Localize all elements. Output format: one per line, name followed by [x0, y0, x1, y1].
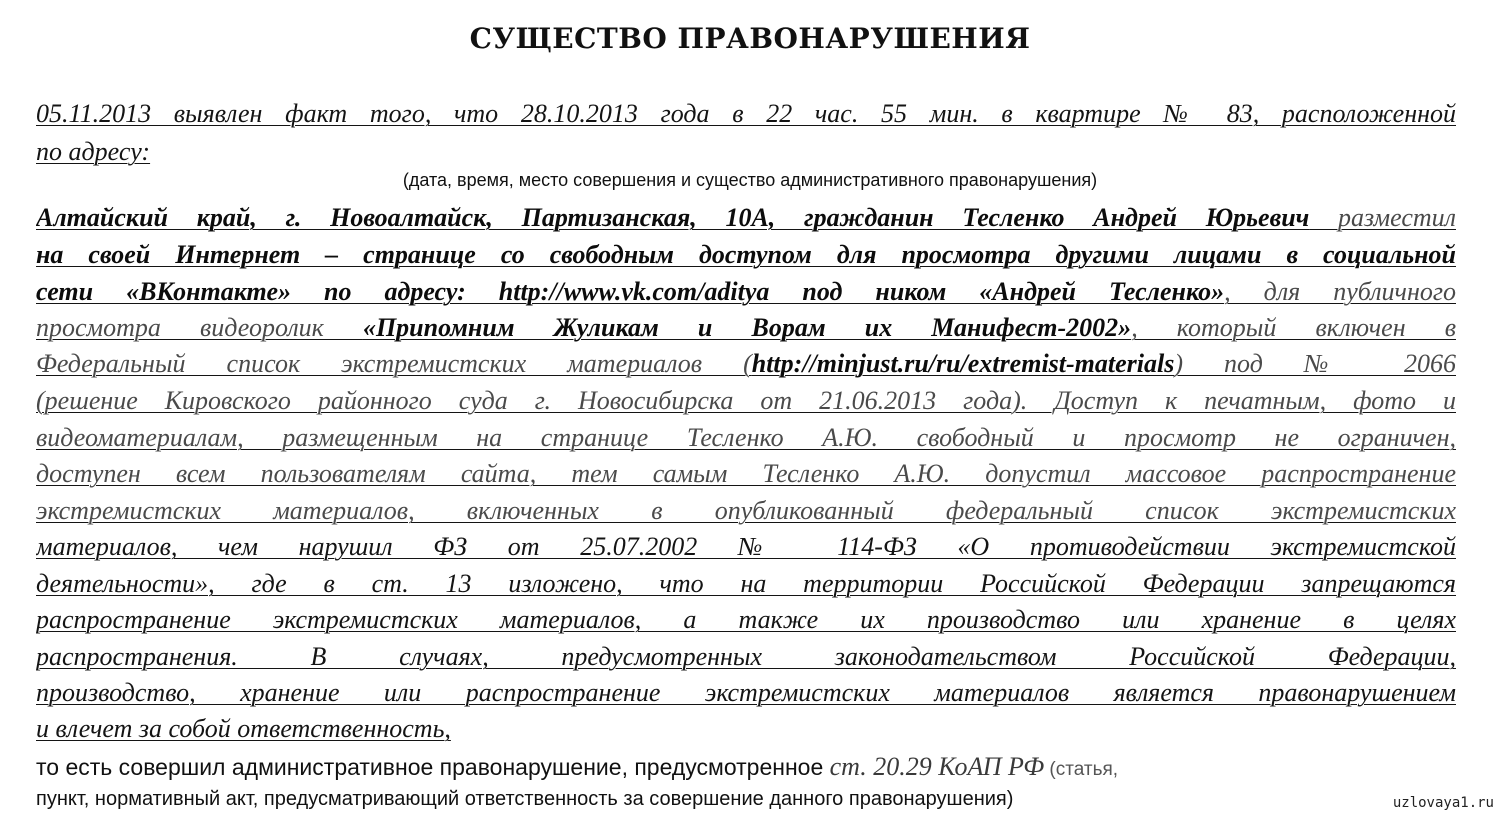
text-line: Алтайский край, г. Новоалтайск, Партизанская, 10А, гражданин Тесленко Андрей Юрьевич разместил [36, 203, 1456, 232]
closing-line: то есть совершил административное правонарушение, предусмотренное ст. 20.29 КоАП РФ (статья, [36, 752, 1119, 781]
text-line: деятельности», где в ст. 13 изложено, что на территории Российской Федерации запрещаются [36, 569, 1456, 598]
text-line: распространение экстремистских материалов, а также их производство или хранение в целях [36, 605, 1456, 634]
text-line: 05.11.2013 выявлен факт того, что 28.10.2013 года в 22 час. 55 мин. в квартире № 83, расположенной [36, 99, 1456, 128]
text-line: просмотра видеоролик «Припомним Жуликам и Ворам их Манифест-2002», который включен в [36, 313, 1456, 342]
text-line: сети «ВКонтакте» по адресу: http://www.vk.com/aditya под ником «Андрей Тесленко», для публичного [36, 277, 1456, 306]
text-line: по адресу: [36, 137, 151, 166]
watermark: uzlovaya1.ru [1392, 795, 1494, 811]
field-caption: (дата, время, место совершения и существо административного правонарушения) [402, 170, 1098, 190]
document-title: СУЩЕСТВО ПРАВОНАРУШЕНИЯ [469, 22, 1031, 55]
text-line: Федеральный список экстремистских материалов (http://minjust.ru/ru/extremist-materials) под № 2066 [36, 349, 1456, 378]
text-line: на своей Интернет – странице со свободным доступом для просмотра другими лицами в социальной [36, 240, 1456, 269]
text-line: (решение Кировского районного суда г. Новосибирска от 21.06.2013 года). Доступ к печатным, фото и [36, 386, 1456, 415]
closing-caption: пункт, нормативный акт, предусматривающий ответственность за совершение данного правонарушения) [36, 788, 1014, 810]
text-line: доступен всем пользователям сайта, тем самым Тесленко А.Ю. допустил массовое распространение [36, 459, 1456, 488]
text-line: экстремистских материалов, включенных в опубликованный федеральный список экстремистских [36, 496, 1456, 525]
text-line: распространения. В случаях, предусмотренных законодательством Российской Федерации, [36, 642, 1456, 671]
text-line: производство, хранение или распространение экстремистских материалов является правонарушением [36, 678, 1456, 707]
text-line: и влечет за собой ответственность, [36, 714, 451, 743]
article-reference: ст. 20.29 КоАП РФ [829, 752, 1045, 781]
text-line: материалов, чем нарушил ФЗ от 25.07.2002 № 114-ФЗ «О противодействии экстремистской [36, 532, 1456, 561]
text-line: видеоматериалам, размещенным на странице Тесленко А.Ю. свободный и просмотр не ограничен, [36, 423, 1456, 452]
